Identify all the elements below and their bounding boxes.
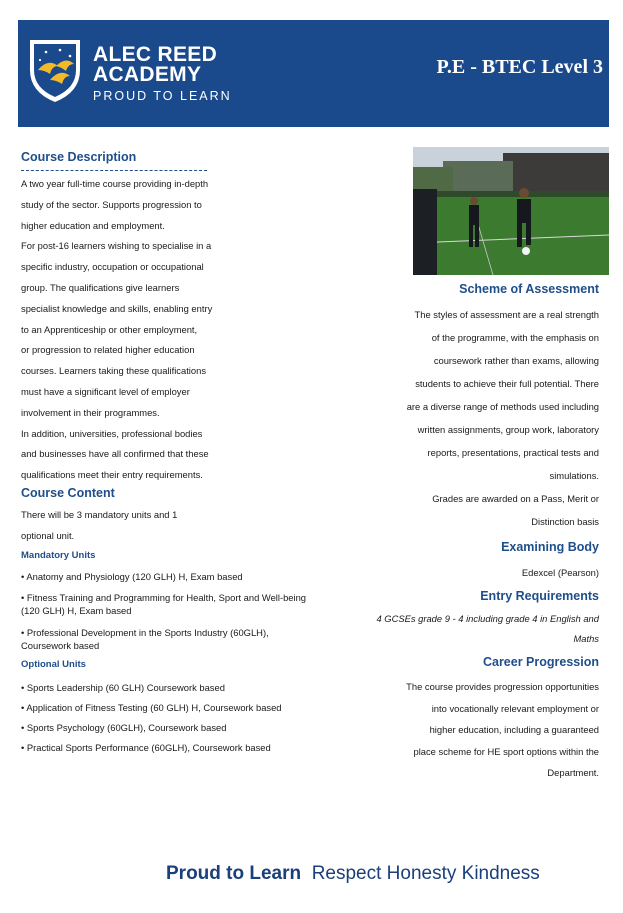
scheme-of-assessment-heading: Scheme of Assessment — [459, 282, 599, 296]
optional-unit-item: • Practical Sports Performance (60GLH), Coursework based — [21, 742, 271, 753]
optional-unit-item: • Sports Psychology (60GLH), Coursework based — [21, 722, 227, 733]
scheme-of-assessment-text: The styles of assessment are a real strength of the programme, with the emphasis on coursework rather than exams, allowing students to achieve their full potential. There are a diverse range of methods used including written assignments, group work, laboratory reports, presentations, practical tests and simulations. Grades are awarded on a Pass, Merit or Distinction basis — [406, 309, 599, 527]
brand-tagline: PROUD TO LEARN — [93, 89, 232, 103]
mandatory-unit-item: • Anatomy and Physiology (120 GLH) H, Exam based — [21, 571, 243, 582]
footer-values: Respect Honesty Kindness — [311, 863, 540, 884]
career-progression-text: The course provides progression opportunities into vocationally relevant employment or higher education, including a guaranteed place scheme for HE sport options within the Department. — [406, 681, 599, 779]
optional-units-heading: Optional Units — [21, 659, 86, 670]
footer-motto — [166, 863, 540, 885]
career-progression-heading: Career Progression — [482, 655, 599, 669]
heading-divider — [21, 170, 207, 171]
footer-motto-bold: Proud to Learn — [166, 863, 302, 884]
examining-body-heading: Examining Body — [501, 540, 599, 554]
entry-requirements-heading: Entry Requirements — [480, 589, 599, 603]
course-content-text: There will be 3 mandatory units and 1 optional unit. — [21, 509, 178, 541]
academy-crest-logo — [26, 36, 84, 104]
mandatory-unit-item: • Professional Development in the Sports Industry (60GLH), Coursework based — [21, 627, 269, 651]
course-description-text: A two year full-time course providing in-depth study of the sector. Supports progression to higher education and employment. For post-16 learners wishing to specialise in a specific industry, occupation or occupational group. The qualifications give learners specialist knowledge and skills, enabling entry to an Apprenticeship or other employment, or progression to related higher education courses. Learners taking these qualifications must have a significant level of employer involvement in their programmes. In addition, universities, professional bodies and businesses have all confirmed that these qualifications meet their entry requirements. — [21, 178, 213, 481]
brand-name-line1: ALEC REED — [93, 43, 218, 66]
mandatory-units-heading: Mandatory Units — [21, 550, 96, 561]
brand-name-line2: ACADEMY — [93, 63, 202, 86]
optional-unit-item: • Sports Leadership (60 GLH) Coursework based — [21, 682, 225, 693]
football-photo — [413, 147, 609, 275]
course-description-heading: Course Description — [21, 150, 137, 164]
course-title: P.E - BTEC Level 3 — [436, 56, 603, 78]
course-content-heading: Course Content — [21, 486, 115, 500]
optional-unit-item: • Application of Fitness Testing (60 GLH) H, Coursework based — [21, 702, 282, 713]
entry-requirements-text: 4 GCSEs grade 9 - 4 including grade 4 in English and Maths — [376, 613, 599, 644]
header-banner — [18, 20, 609, 127]
examining-body-text: Edexcel (Pearson) — [521, 567, 599, 578]
mandatory-unit-item: • Fitness Training and Programming for Health, Sport and Well-being (120 GLH) H, Exam based — [21, 592, 307, 616]
